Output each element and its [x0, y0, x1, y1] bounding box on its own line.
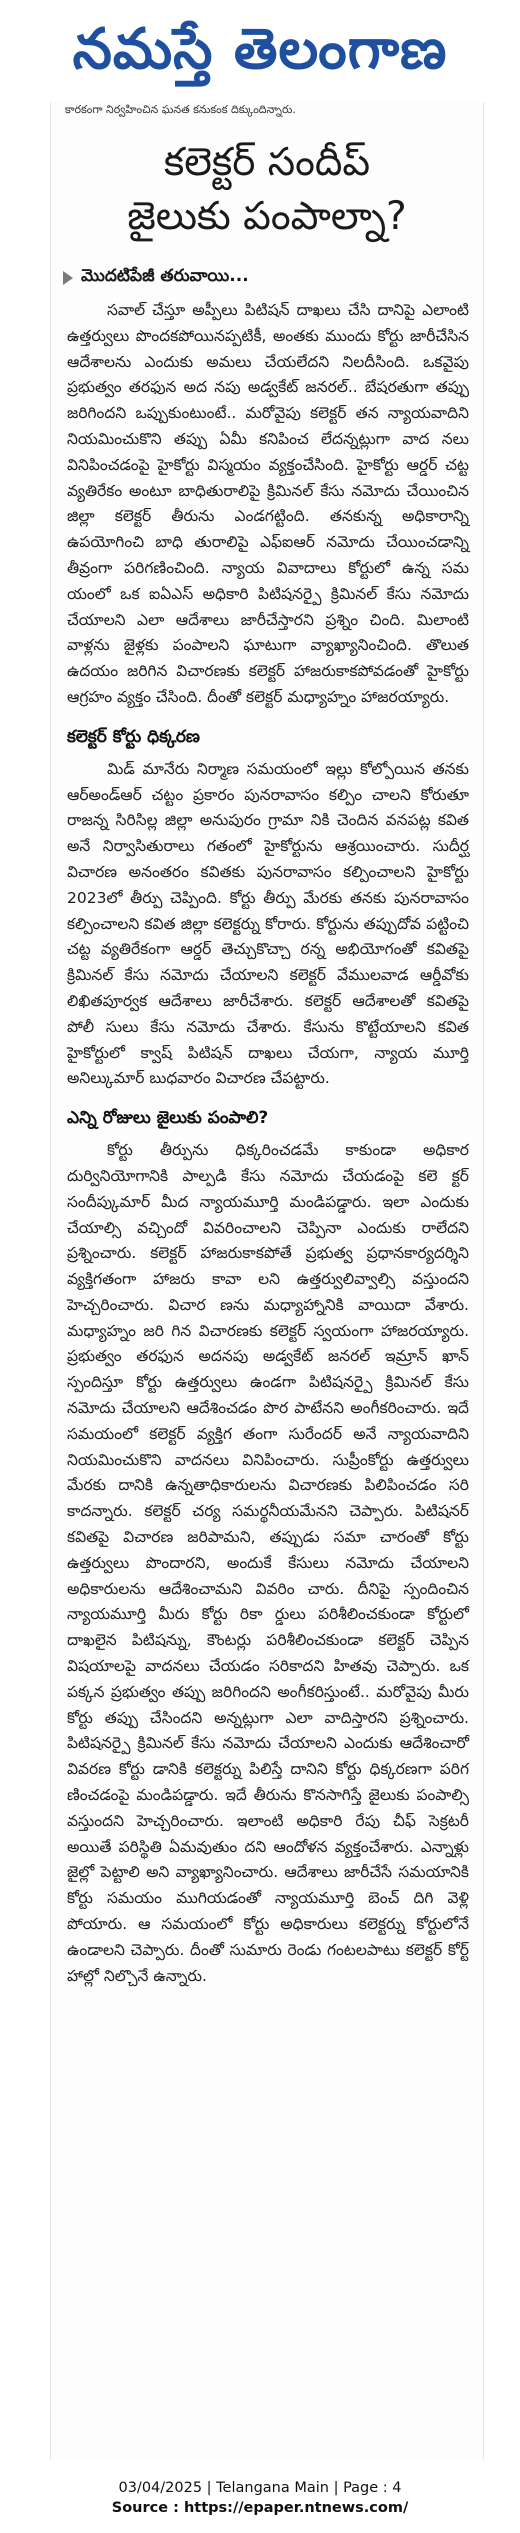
continuation-marker: [63, 266, 483, 290]
section-heading-jail: ఎన్ని రోజులు జైలుకు పంపాలి?: [67, 1108, 269, 1129]
footer: [0, 2478, 520, 2518]
arrow-icon: [63, 271, 73, 285]
intro-paragraph: సవాల్ చేస్తూ అప్పీలు పిటిషన్ దాఖలు చేసి దానిపై ఎలాంటి ఉత్తర్వులు పొందకపోయినప్పటికీ, అంతకు ముందు కోర్టు జారీచేసిన ఆదేశాలను ఎందుకు అమలు చేయలేదని నిలదీసింది. ఒకవైపు ప్రభుత్వం తరఫున అద నపు అడ్వకేట్ జనరల్.. బేషరతుగా తప్పు జరిగిందని ఒప్పుకుంటుంటే.. మరోవైపు కలెక్టర్ తన న్యాయవాదిని నియమించుకొని తప్పు ఏమీ కనిపించ లేదన్నట్లుగా వాద నలు వినిపించడంపై హైకోర్టు విస్మయం వ్యక్తంచేసింది. హైకోర్టు ఆర్డర్ చట్ట వ్యతిరేకం అంటూ బాధితురాలిపై క్రిమినల్ కేసు నమోదు చేయించిన జిల్లా కలెక్టర్ తీరును ఎండగట్టింది. తనకున్న అధికారాన్ని ఉపయోగించి బాధి తురాలిపై ఎఫ్ఐఆర్ నమోదు చేయించడాన్ని తీవ్రంగా పరిగణించింది. న్యాయ వివాదాలు కోర్టులో ఉన్న సమ యంలో ఒక ఐఏఎస్ అధికారి పిటిషనర్పై క్రిమినల్ కేసు నమోదు చేయాలని ఎలా ఆదేశాలు జారీచేస్తారని ప్రశ్నిం చింది. మిలాంటి వాళ్లను జైళ్లకు పంపాలని ఘాటుగా వ్యాఖ్యానించింది. తొలుత ఉదయం జరిగిన విచారణకు కలెక్టర్ హాజరుకాకపోవడంతో హైకోర్టు ఆగ్రహం వ్యక్తం చేసింది. దీంతో కలెక్టర్ మధ్యాహ్నం హాజరయ్యారు.: [67, 301, 469, 706]
edition-info: 03/04/2025 | Telangana Main | Page : 4: [118, 2480, 402, 2496]
section-heading-contempt: కలెక్టర్ కోర్టు ధిక్కరణ: [67, 726, 200, 747]
source-link[interactable]: Source : https://epaper.ntnews.com/: [111, 2500, 409, 2516]
continuation-label: మొదటిపేజీ తరువాయి...: [81, 266, 249, 286]
headline: [51, 136, 483, 244]
previous-article-fragment: కారకంగా నిర్వహించిన ఘనత కనుకంక దిక్కుందిన్నారు.: [65, 103, 296, 116]
section-paragraph-contempt: మిడ్ మానేరు నిర్మాణ సమయంలో ఇల్లు కోల్పోయిన తనకు ఆర్అండ్ఆర్ చట్టం ప్రకారం పునరావాసం కల్పిం చాలని కోరుతూ రాజన్న సిరిసిల్ల జిల్లా అనుపురం గ్రామా నికి చెందిన వనపట్ల కవిత అనే నిర్వాసితురాలు గతంలో హైకోర్టును ఆశ్రయించారు. సుదీర్ఘ విచారణ అనంతరం కవితకు పునరావాసం కల్పించాలని హైకోర్టు 2023లో తీర్పు చెప్పింది. కోర్టు తీర్పు మేరకు తనకు పునరావాసం కల్పించాలని కవిత జిల్లా కలెక్టర్ను కోరారు. కోర్టును తప్పుదోవ పట్టించి చట్ట వ్యతిరేకంగా ఆర్డర్ తెచ్చుకొచ్చా రన్న అభియోగంతో కవితపై క్రిమినల్ కేసు నమోదు చేయాలని కలెక్టర్ వేములవాడ ఆర్డీవోకు లిఖితపూర్వక ఆదేశాలు జారీచేశారు. కలెక్టర్ ఆదేశాలతో కవితపై పోలీ సులు కేసు నమోదు చేశారు. కేసును కొట్టేయాలని కవిత హైకోర్టులో క్వాష్ పిటిషన్ దాఖలు చేయగా, న్యాయ మూర్తి అనిల్కుమార్ బుధవారం విచారణ చేపట్టారు.: [67, 759, 469, 1088]
headline-line-1: కలెక్టర్ సందీప్: [163, 140, 371, 185]
headline-line-2: జైలుకు పంపాల్నా?: [127, 194, 407, 239]
section-paragraph-jail: కోర్టు తీర్పును ధిక్కరించడమే కాకుండా అధికార దుర్వినియోగానికి పాల్పడి కేసు నమోదు చేయడంపై కలె క్టర్ సందీప్కుమార్ మీద న్యాయమూర్తి మండిపడ్డారు. ఇలా ఎందుకు చేయాల్సి వచ్చిందో వివరించాలని చెప్పినా ఎందుకు రాలేదని ప్రశ్నించారు. కలెక్టర్ హాజరుకాకపోతే ప్రభుత్వ ప్రధానకార్యదర్శిని వ్యక్తిగతంగా హాజరు కావా లని ఉత్తర్వులివ్వాల్సి వస్తుందని హెచ్చరించారు. విచార ణను మధ్యాహ్నానికి వాయిదా వేశారు. మధ్యాహ్నం జరి గిన విచారణకు కలెక్టర్ స్వయంగా హాజరయ్యారు. ప్రభుత్వం తరఫున అదనపు అడ్వకేట్ జనరల్ ఇమ్రాన్ ఖాన్ స్పందిస్తూ కోర్టు ఉత్తర్వులు ఉండగా పిటిషనర్పై క్రిమినల్ కేసు నమోదు చేయాలని ఆదేశించడం పొర పాటేనని అంగీకరించారు. ఇదే సమయంలో కలెక్టర్ వ్యక్తిగ తంగా సురేందర్ అనే న్యాయవాదిని నియమించుకొని వాదనలు వినిపించారు. సుప్రీంకోర్టు ఉత్తర్వులు మేరకు దానికి ఉన్నతాధికారులను విచారణకు పిలిపించడం సరి కాదన్నారు. కలెక్టర్ చర్య సమర్థనీయమేనని చెప్పారు. పిటిషనర్ కవితపై విచారణ జరిపామని, తప్పుడు సమా చారంతో కోర్టు ఉత్తర్వులు పొందారని, అందుకే కేసులు నమోదు చేయాలని అధికారులను ఆదేశించామని వివరిం చారు. దీనిపై స్పందించిన న్యాయమూర్తి మీరు కోర్టు రికా ర్డులు పరిశీలించకుండా కోర్టులో దాఖలైన పిటిషన్ను, కౌంటర్లు పరిశీలించకుండా కలెక్టర్ చెప్పిన విషయాలపై వాదనలు చేయడం సరికాదని హితవు చెప్పారు. ఒక పక్కన ప్రభుత్వం తప్పు జరిగిందని అంగీకరిస్తుంటే.. మరోవైపు మీరు కోర్టు తప్పు చేసిందని అన్నట్లుగా ఎలా వాదిస్తారని ప్రశ్నించారు. పిటిషనర్పై క్రిమినల్ కేసు నమోదు చేయాలని ఎందుకు ఆదేశించారో వివరణ కోర్టు డానికి కలెక్టర్ను పిలిస్తే దానిని కోర్టు ధిక్కరణగా పరిగ ణించడంపై మండిపడ్డారు. ఇదే తీరును కొనసాగిస్తే జైలుకు పంపాల్సి వస్తుందని హెచ్చరించారు. ఇలాంటి అధికారి రేపు చీఫ్ సెక్రటరీ అయితే పరిస్థితి ఏమవుతుం దని ఆందోళన వ్యక్తంచేశారు. ఎన్నాళ్లు జైల్లో పెట్టాలి అని వ్యాఖ్యానించారు. ఆదేశాలు జారీచేసే సమయానికి కోర్టు సమయం ముగియడంతో న్యాయమూర్తి బెంచ్ దిగి వెళ్లి పోయారు. ఆ సమయంలో కోర్టు అధికారులు కలెక్టర్ను కోర్టులోనే ఉండాలని చెప్పారు. దీంతో సుమారు రెండు గంటలపాటు కలెక్టర్ కోర్ట్ హాల్లో నిల్చొనే ఉన్నారు.: [67, 1141, 469, 1985]
newspaper-title: నమస్తే తెలంగాణ: [72, 17, 448, 82]
masthead: [0, 0, 520, 100]
article-clipping: [50, 102, 484, 2460]
